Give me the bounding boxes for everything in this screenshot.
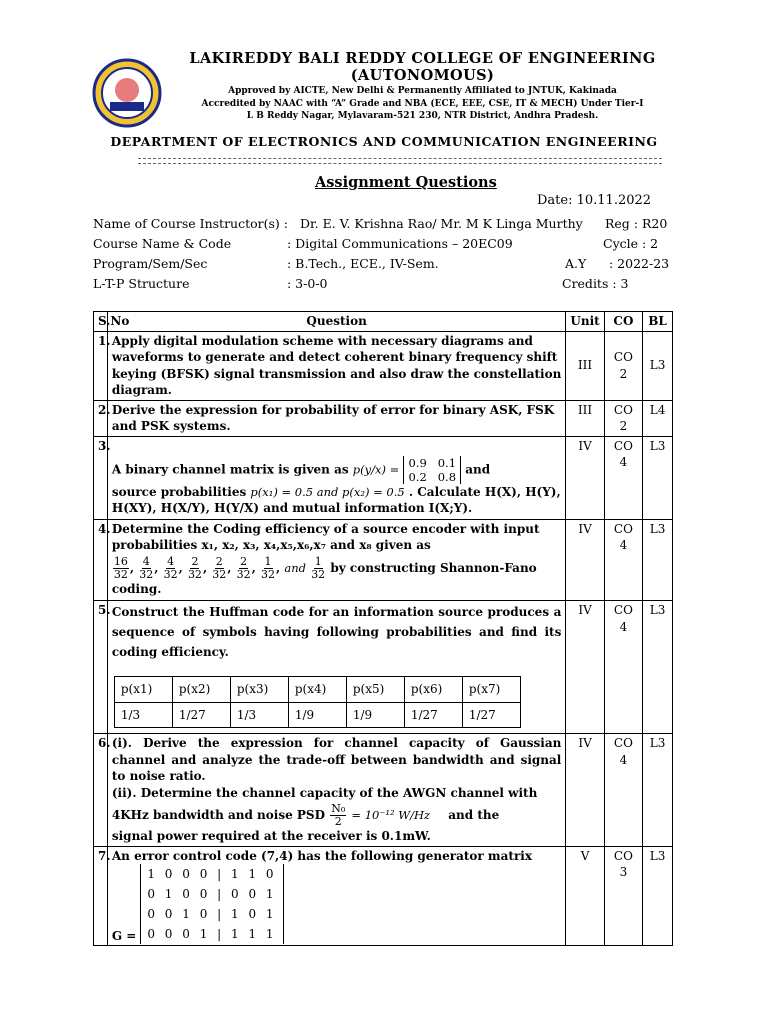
row-unit: IV	[566, 436, 604, 519]
course-label: Course Name & Code	[93, 236, 232, 251]
table-row	[94, 400, 673, 436]
table-row	[94, 601, 673, 734]
row-sno: 3.	[94, 436, 108, 519]
row-question	[107, 601, 566, 734]
ltp-label: L-T-P Structure	[93, 276, 190, 291]
reg-value: Reg : R20	[605, 216, 668, 231]
row-unit: IV	[566, 734, 604, 847]
row-sno: 1.	[94, 331, 108, 400]
table-row	[94, 519, 673, 601]
table-row	[94, 846, 673, 946]
row-co: CO 4	[604, 436, 642, 519]
instructor-value: Dr. E. V. Krishna Rao/ Mr. M K Linga Murthy	[300, 216, 583, 231]
ltp-value: : 3-0-0	[287, 276, 328, 291]
g-label: G =	[111, 928, 137, 943]
row-unit: III	[566, 331, 604, 400]
row-bl: L3	[643, 734, 673, 847]
row-unit: III	[566, 400, 604, 436]
credits-value: Credits : 3	[562, 276, 629, 291]
row-sno: 5.	[94, 601, 108, 734]
cycle-value: Cycle : 2	[603, 236, 659, 251]
row-co: CO 4	[604, 734, 642, 847]
department-title: DEPARTMENT OF ELECTRONICS AND COMMUNICATION ENGINEERING	[110, 134, 658, 149]
q6-text-b: (ii). Determine the channel capacity of the AWGN channel with	[111, 785, 538, 800]
table-row	[94, 734, 673, 847]
q3-text-a: A binary channel matrix is given as	[111, 462, 349, 476]
row-question: Derive the expression for probability of error for binary ASK, FSK and PSK systems.	[107, 400, 566, 436]
row-question	[107, 846, 566, 946]
q6-text-d: and the	[448, 808, 500, 822]
row-co: CO 4	[604, 519, 642, 601]
q6-text-c: 4KHz bandwidth and noise PSD	[111, 808, 325, 822]
college-name: LAKIREDDY BALI REDDY COLLEGE OF ENGINEERING (AUTONOMOUS)	[189, 50, 656, 84]
channel-matrix: 0.9 0.1 0.2 0.8	[403, 456, 461, 484]
program-value: : B.Tech., ECE., IV-Sem.	[287, 256, 439, 271]
q6-text-a: (i). Derive the expression for channel capacity of Gaussian channel and analyze the trade-off between bandwidth and signal to noise ratio.	[111, 736, 562, 783]
ay-value: : 2022-23	[609, 256, 670, 271]
row-co: CO 3	[604, 846, 642, 946]
questions-table	[93, 311, 673, 946]
row-sno: 2.	[94, 400, 108, 436]
row-bl: L3	[643, 519, 673, 601]
row-bl: L3	[643, 436, 673, 519]
header-unit: Unit	[566, 312, 604, 332]
row-unit: IV	[566, 519, 604, 601]
row-question	[107, 519, 566, 601]
row-unit: V	[566, 846, 604, 946]
row-bl: L3	[643, 846, 673, 946]
q4-text-a: Determine the Coding efficiency of a source encoder with input probabilities x₁, x₂, x₃, x₄,x₅,x₆,x₇ and x₈ given as	[111, 521, 540, 552]
college-logo	[92, 58, 162, 128]
psd-fraction: $\frac{\text{N₀}}{2}$	[331, 802, 346, 828]
prob-value-row: 1/3 1/27 1/3 1/9 1/9 1/27 1/27	[114, 702, 520, 728]
row-question	[107, 734, 566, 847]
row-sno: 7.	[94, 846, 108, 946]
program-label: Program/Sem/Sec	[93, 256, 208, 271]
table-row	[94, 331, 673, 400]
psd-value: = 10⁻¹² W/Hz	[351, 808, 431, 822]
approval-info: Approved by AICTE, New Delhi & Permanently Affiliated to JNTUK, Kakinada Accredited by NAAC with “A” Grade and NBA (ECE, EEE, CSE, IT & MECH) Under Tier-I L B Reddy Nagar, Mylavaram-521 230, NTR District, Andhra Pradesh.	[201, 86, 644, 121]
row-co: CO 2	[604, 400, 642, 436]
probability-table	[114, 676, 521, 728]
row-question	[107, 436, 566, 519]
row-bl: L3	[643, 331, 673, 400]
q3-text-d: . Calculate H(X), H(Y), H(XY), H(X/Y), H(Y/X) and mutual information I(X;Y).	[111, 484, 561, 515]
row-co: CO 4	[604, 601, 642, 734]
row-question: Apply digital modulation scheme with necessary diagrams and waveforms to generate and detect coherent binary frequency shift keying (BFSK) signal transmission and also draw the constellation diagram.	[107, 331, 566, 400]
instructor-label: Name of Course Instructor(s) :	[93, 216, 288, 231]
q7-text: An error control code (7,4) has the following generator matrix	[111, 848, 532, 863]
course-value: : Digital Communications – 20EC09	[287, 236, 513, 251]
divider	[138, 163, 662, 164]
row-unit: IV	[566, 601, 604, 734]
row-sno: 6.	[94, 734, 108, 847]
prob-header-row: p(x1) p(x2) p(x3) p(x4) p(x5) p(x6) p(x7)	[114, 677, 520, 703]
header-co: CO	[604, 312, 642, 332]
header-bl: BL	[643, 312, 673, 332]
q4-fractions: $\frac{16}{32}$ , $\frac{4}{32}$ , $\frac{4}{32}$ , $\frac{2}{32}$ , $\frac{2}{32}$ , $\frac{2}{32}$ , $\frac{1}{32}$ , and $\frac{1}{32}$ by constructing Shannon-Fano coding.	[111, 554, 537, 596]
header-question: Question	[107, 312, 566, 332]
table-header-row	[94, 312, 673, 332]
q6-text-e: signal power required at the receiver is 0.1mW.	[111, 829, 431, 843]
header-sno: S.No	[94, 312, 108, 332]
q3-text-c: source probabilities	[111, 484, 247, 499]
channel-matrix-label: p(y/x) =	[352, 462, 400, 476]
q4-text-b: by constructing Shannon-Fano coding.	[111, 560, 537, 596]
generator-matrix: 1 0 0 0 | 1 1 0 0 1 0 0 | 0 0 1 0 0 1 0 | 1 0 1 0 0 0 1 | 1 1 1	[140, 864, 283, 944]
row-sno: 4.	[94, 519, 108, 601]
table-row	[94, 436, 673, 519]
divider	[138, 158, 662, 159]
ay-label: A.Y	[565, 256, 587, 271]
doc-title: Assignment Questions	[315, 174, 497, 191]
q3-text-b: and	[465, 462, 491, 476]
q5-text: Construct the Huffman code for an information source produces a sequence of symbols having following probabilities and find its coding efficiency.	[111, 605, 562, 659]
row-co: CO 2	[604, 331, 642, 400]
doc-date: Date: 10.11.2022	[537, 193, 652, 208]
row-bl: L3	[643, 601, 673, 734]
row-bl: L4	[643, 400, 673, 436]
source-prob: p(x₁) = 0.5 and p(x₂) = 0.5	[250, 484, 405, 499]
